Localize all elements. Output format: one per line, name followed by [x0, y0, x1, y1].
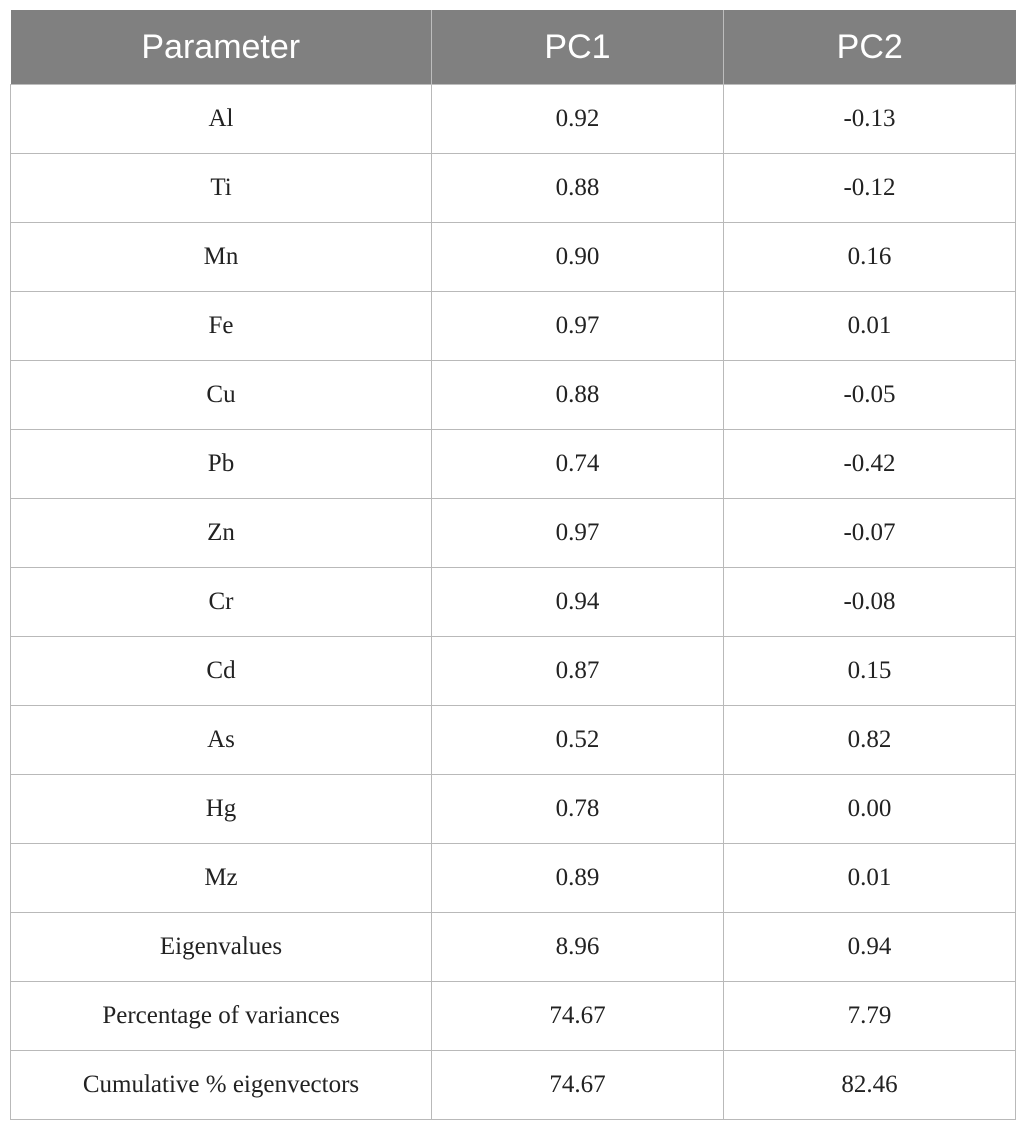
- cell-pc1: 0.88: [432, 361, 724, 430]
- cell-pc1: 0.89: [432, 844, 724, 913]
- cell-parameter: As: [11, 706, 432, 775]
- table-header-row: [11, 10, 1016, 85]
- cell-parameter: Mz: [11, 844, 432, 913]
- pca-loadings-table: [10, 10, 1016, 1120]
- cell-pc1: 0.92: [432, 85, 724, 154]
- cell-pc1: 0.97: [432, 292, 724, 361]
- cell-parameter: Hg: [11, 775, 432, 844]
- table-row: [11, 706, 1016, 775]
- table-row: [11, 982, 1016, 1051]
- cell-pc1: 0.90: [432, 223, 724, 292]
- cell-parameter: Mn: [11, 223, 432, 292]
- cell-pc2: -0.12: [724, 154, 1016, 223]
- cell-pc1: 0.78: [432, 775, 724, 844]
- table-row: [11, 1051, 1016, 1120]
- cell-parameter: Ti: [11, 154, 432, 223]
- cell-parameter: Percentage of variances: [11, 982, 432, 1051]
- cell-pc2: -0.07: [724, 499, 1016, 568]
- cell-pc1: 0.87: [432, 637, 724, 706]
- table-row: [11, 361, 1016, 430]
- pca-table-container: [10, 10, 1015, 1120]
- cell-pc1: 0.94: [432, 568, 724, 637]
- cell-pc2: 0.15: [724, 637, 1016, 706]
- cell-pc2: 0.16: [724, 223, 1016, 292]
- table-row: [11, 637, 1016, 706]
- table-row: [11, 844, 1016, 913]
- table-row: [11, 775, 1016, 844]
- header-parameter: Parameter: [11, 10, 432, 85]
- cell-pc1: 74.67: [432, 1051, 724, 1120]
- table-row: [11, 568, 1016, 637]
- cell-pc1: 0.74: [432, 430, 724, 499]
- cell-pc1: 0.88: [432, 154, 724, 223]
- table-row: [11, 499, 1016, 568]
- cell-pc2: 0.00: [724, 775, 1016, 844]
- cell-pc2: 0.01: [724, 844, 1016, 913]
- cell-pc2: -0.13: [724, 85, 1016, 154]
- cell-pc1: 8.96: [432, 913, 724, 982]
- cell-parameter: Eigenvalues: [11, 913, 432, 982]
- cell-pc2: 0.94: [724, 913, 1016, 982]
- cell-pc2: 7.79: [724, 982, 1016, 1051]
- table-body: [11, 85, 1016, 1120]
- cell-pc2: -0.05: [724, 361, 1016, 430]
- table-row: [11, 292, 1016, 361]
- table-row: [11, 430, 1016, 499]
- cell-parameter: Cr: [11, 568, 432, 637]
- table-row: [11, 154, 1016, 223]
- cell-pc2: 0.01: [724, 292, 1016, 361]
- header-pc2: PC2: [724, 10, 1016, 85]
- cell-pc2: -0.08: [724, 568, 1016, 637]
- cell-pc2: -0.42: [724, 430, 1016, 499]
- cell-parameter: Zn: [11, 499, 432, 568]
- cell-parameter: Pb: [11, 430, 432, 499]
- table-row: [11, 223, 1016, 292]
- table-row: [11, 913, 1016, 982]
- cell-pc1: 74.67: [432, 982, 724, 1051]
- cell-pc1: 0.52: [432, 706, 724, 775]
- cell-pc2: 82.46: [724, 1051, 1016, 1120]
- cell-pc2: 0.82: [724, 706, 1016, 775]
- cell-parameter: Al: [11, 85, 432, 154]
- cell-parameter: Cumulative % eigenvectors: [11, 1051, 432, 1120]
- header-pc1: PC1: [432, 10, 724, 85]
- cell-pc1: 0.97: [432, 499, 724, 568]
- cell-parameter: Cd: [11, 637, 432, 706]
- table-row: [11, 85, 1016, 154]
- cell-parameter: Cu: [11, 361, 432, 430]
- cell-parameter: Fe: [11, 292, 432, 361]
